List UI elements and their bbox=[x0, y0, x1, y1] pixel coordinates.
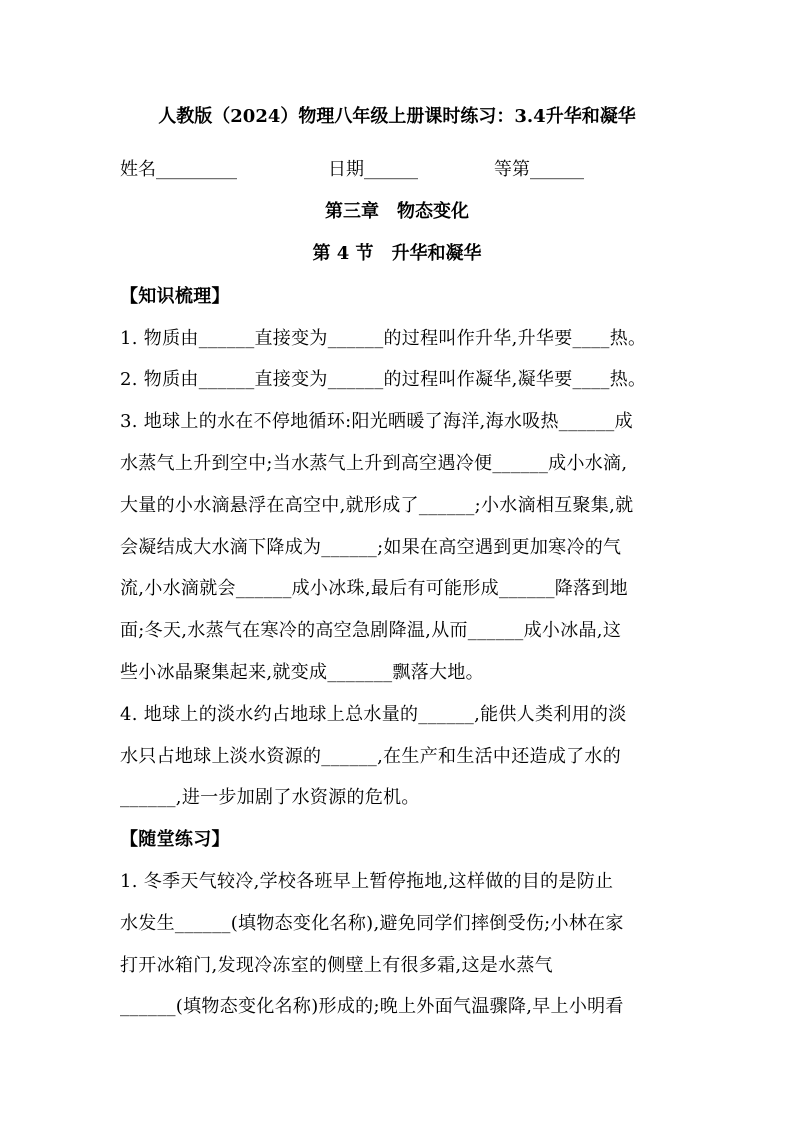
date-field: 日期______ bbox=[328, 159, 418, 180]
knowledge-line: 2. 物质由______直接变为______的过程叫作凝华,凝华要____热。 bbox=[120, 369, 647, 390]
practice-line: 水发生______(填物态变化名称),避免同学们摔倒受伤;小林在家 bbox=[120, 913, 624, 934]
knowledge-line: 水蒸气上升到空中;当水蒸气上升到高空遇冷便______成小水滴, bbox=[120, 453, 628, 474]
practice-line: ______(填物态变化名称)形成的;晚上外面气温骤降,早上小明看 bbox=[120, 996, 624, 1017]
knowledge-line: 4. 地球上的淡水约占地球上总水量的______,能供人类利用的淡 bbox=[120, 704, 627, 725]
knowledge-line: 些小冰晶聚集起来,就变成_______飘落大地。 bbox=[120, 662, 484, 683]
knowledge-line: 流,小水滴就会______成小冰珠,最后有可能形成______降落到地 bbox=[120, 578, 628, 599]
knowledge-line: 水只占地球上淡水资源的______,在生产和生活中还造成了水的 bbox=[120, 746, 622, 767]
chapter-title: 第三章 物态变化 bbox=[325, 201, 469, 222]
knowledge-line: 大量的小水滴悬浮在高空中,就形成了______;小水滴相互聚集,就 bbox=[120, 495, 634, 516]
name-field: 姓名_________ bbox=[120, 159, 237, 180]
section-title: 第 4 节 升华和凝华 bbox=[312, 243, 482, 264]
practice-heading: 【随堂练习】 bbox=[120, 829, 230, 850]
knowledge-line: 面;冬天,水蒸气在寒冷的高空急剧降温,从而______成小冰晶,这 bbox=[120, 620, 622, 641]
knowledge-line: 会凝结成大水滴下降成为______;如果在高空遇到更加寒冷的气 bbox=[120, 537, 622, 558]
grade-field: 等第______ bbox=[494, 159, 584, 180]
practice-line: 1. 冬季天气较冷,学校各班早上暂停拖地,这样做的目的是防止 bbox=[120, 871, 614, 892]
knowledge-line: 3. 地球上的水在不停地循环:阳光晒暖了海洋,海水吸热______成 bbox=[120, 411, 633, 432]
knowledge-line: 1. 物质由______直接变为______的过程叫作升华,升华要____热。 bbox=[120, 328, 647, 349]
student-info-row bbox=[120, 158, 680, 182]
knowledge-line: ______,进一步加剧了水资源的危机。 bbox=[120, 787, 420, 808]
practice-line: 打开冰箱门,发现冷冻室的侧壁上有很多霜,这是水蒸气 bbox=[120, 955, 553, 976]
knowledge-heading: 【知识梳理】 bbox=[120, 286, 230, 307]
document-title: 人教版（2024）物理八年级上册课时练习：3.4升华和凝华 bbox=[158, 106, 636, 127]
